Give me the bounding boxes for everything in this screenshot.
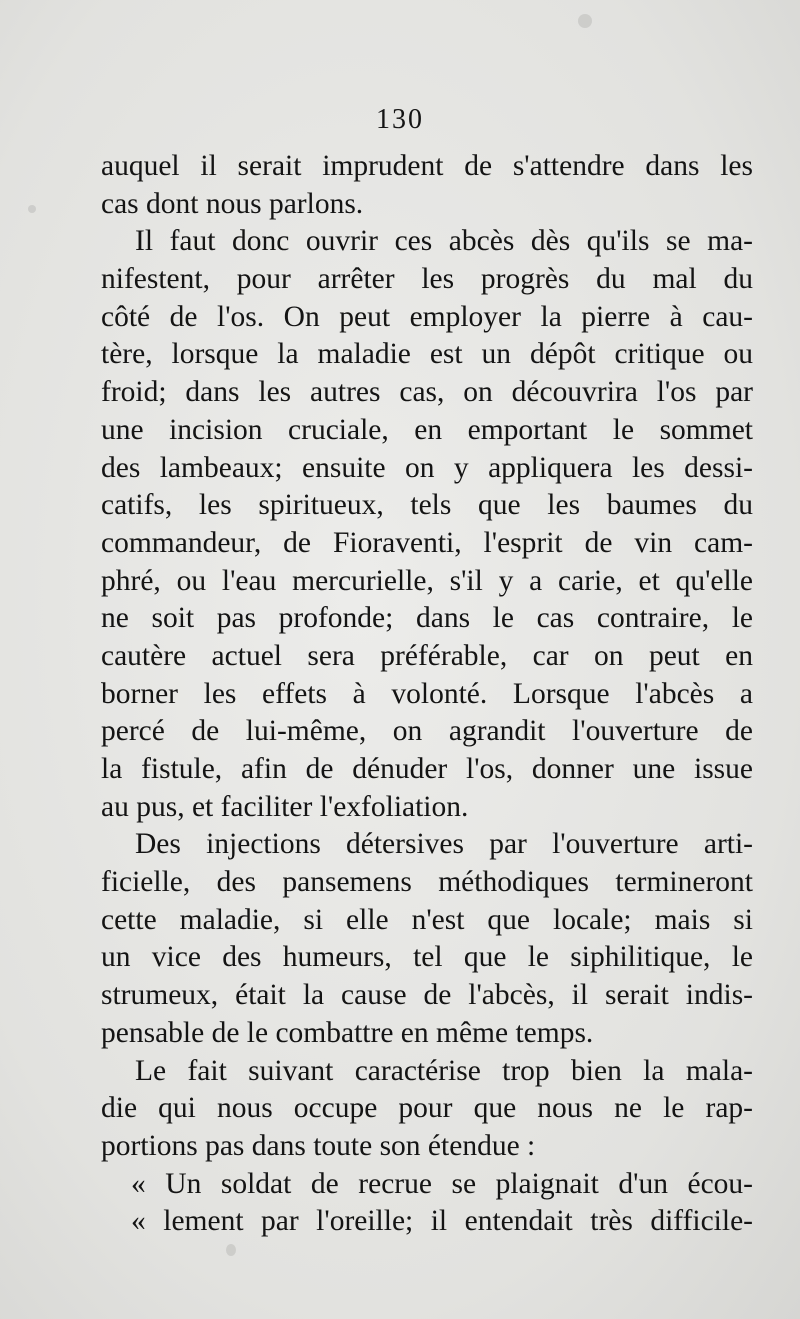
text-line: pensable de le combattre en même temps. [101,1016,594,1049]
text-line: froid; dans les autres cas, on découvrira l'os par [101,376,753,409]
text-line: strumeux, était la cause de l'abcès, il serait indis- [101,979,753,1012]
paragraph-first-line: Il faut donc ouvrir ces abcès dès qu'ils se ma- [135,225,753,258]
text-line: auquel il serait imprudent de s'attendre dans les [101,150,753,182]
text-line: des lambeaux; ensuite on y appliquera les dessi- [101,451,753,484]
paragraph-first-line: Le fait suivant caractérise trop bien la mala- [135,1054,753,1087]
text-line: portions pas dans toute son étendue : [101,1129,536,1162]
text-line: un vice des humeurs, tel que le siphilitique, le [101,941,753,974]
text-line: tère, lorsque la maladie est un dépôt critique ou [101,338,753,371]
page-number: 130 [376,104,424,135]
text-line: cautère actuel sera préférable, car on peut en [101,639,753,672]
quote-line: « Un soldat de recrue se plaignait d'un écou- [131,1167,753,1200]
text-line: die qui nous occupe pour que nous ne le rap- [101,1092,753,1125]
text-line: ficielle, des pansemens méthodiques termineront [101,866,753,899]
paper-speck [578,14,592,28]
text-line: cas dont nous parlons. [101,187,364,220]
text-line: percé de lui-même, on agrandit l'ouverture de [101,715,753,748]
text-line: nifestent, pour arrêter les progrès du mal du [101,263,753,296]
text-line: commandeur, de Fioraventi, l'esprit de vin cam- [101,526,753,559]
text-line: phré, ou l'eau mercurielle, s'il y a carie, et qu'elle [101,564,753,597]
text-line: une incision cruciale, en emportant le sommet [101,413,753,446]
text-line: cette maladie, si elle n'est que locale; mais si [101,903,753,936]
paper-speck [28,205,36,213]
body-text [101,148,753,1241]
text-line: au pus, et faciliter l'exfoliation. [101,790,469,823]
text-line: la fistule, afin de dénuder l'os, donner une issue [101,753,753,785]
text-line: côté de l'os. On peut employer la pierre à cau- [101,300,753,333]
text-line: borner les effets à volonté. Lorsque l'abcès a [101,677,753,710]
paragraph-first-line: Des injections détersives par l'ouverture arti- [135,828,753,861]
paper-speck [226,1244,236,1256]
text-line: catifs, les spiritueux, tels que les baumes du [101,489,753,522]
quote-line: « lement par l'oreille; il entendait très difficile- [131,1205,753,1238]
text-line: ne soit pas profonde; dans le cas contraire, le [101,602,753,635]
